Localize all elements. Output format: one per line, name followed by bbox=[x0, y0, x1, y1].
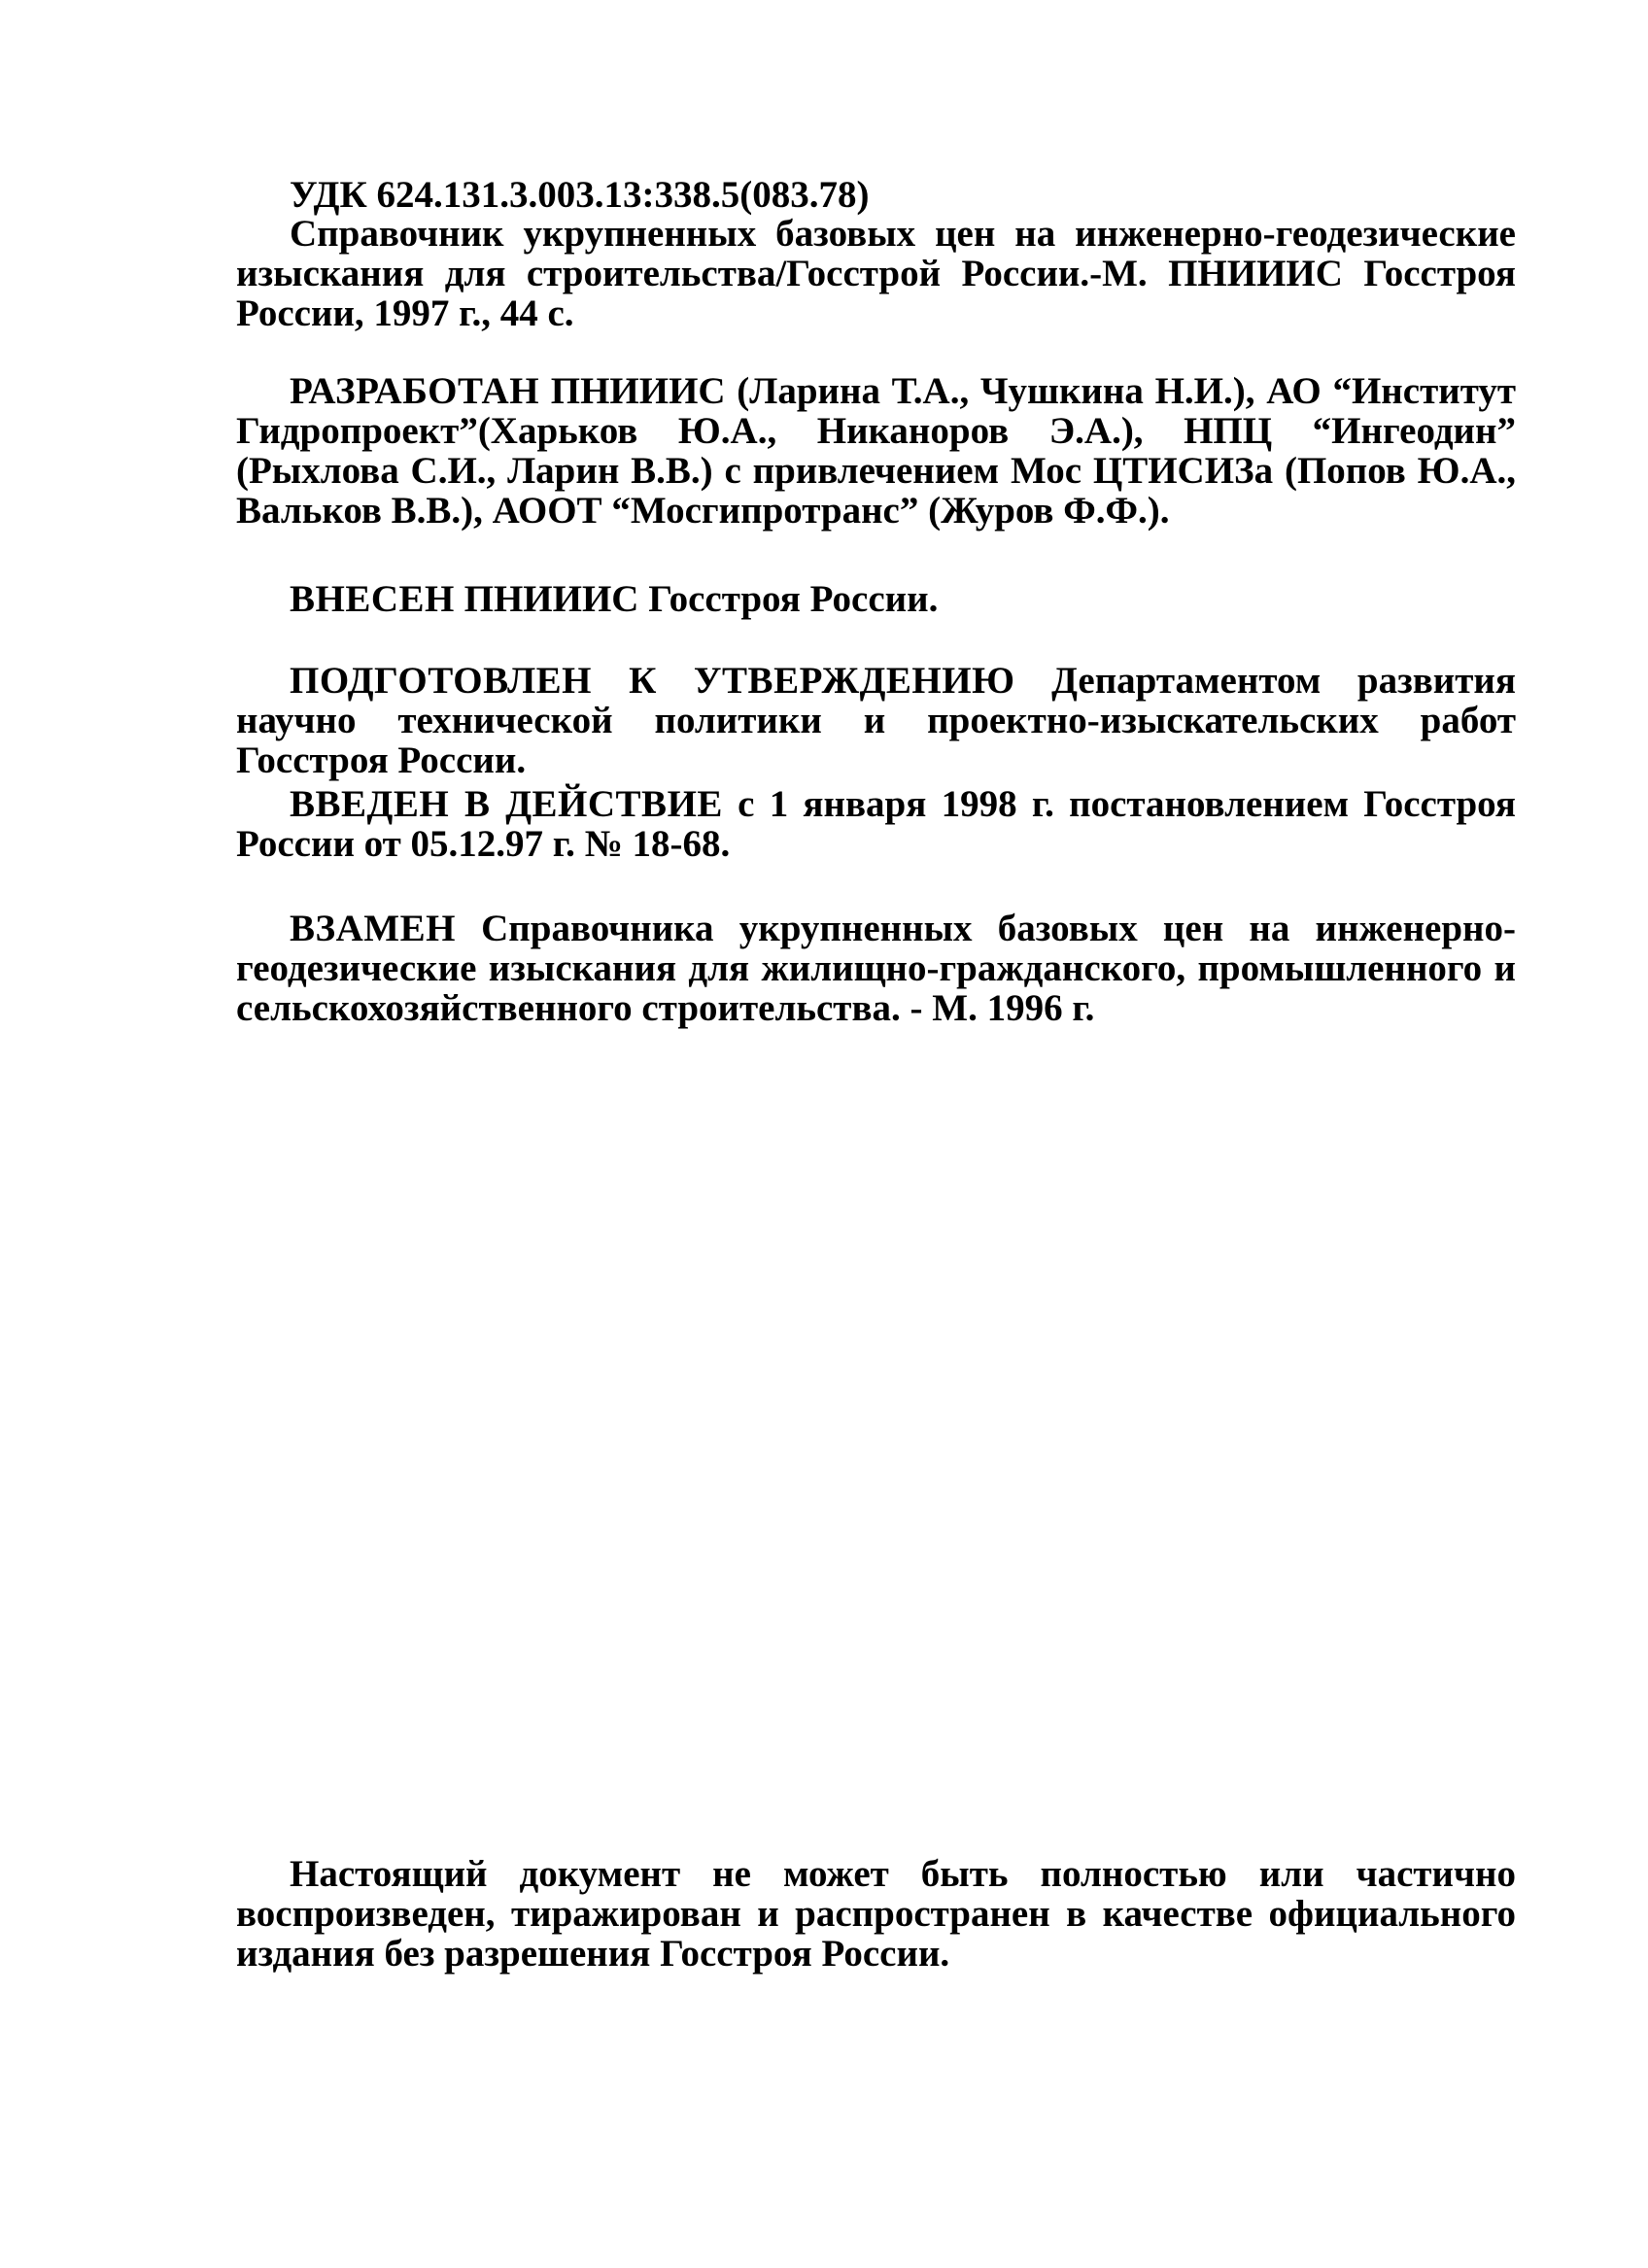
paragraph-lead: ВВЕДЕН В ДЕЙСТВИЕ bbox=[290, 783, 723, 825]
paragraph-submitted-by bbox=[236, 579, 1516, 619]
paragraph-lead: ПОДГОТОВЛЕН К УТВЕРЖДЕНИЮ bbox=[290, 660, 1015, 702]
paragraph-lead: ВЗАМЕН bbox=[290, 908, 456, 949]
paragraph-developed-by bbox=[236, 371, 1516, 531]
paragraph-text: Департаментом развития научно технической политики и проектно-изыскательских работ Госстроя России. bbox=[236, 660, 1516, 781]
udk-code: УДК 624.131.3.003.13:338.5(083.78) bbox=[290, 174, 870, 216]
paragraph-lead: РАЗРАБОТАН bbox=[290, 370, 540, 412]
paragraph-lead: ВНЕСЕН bbox=[290, 578, 455, 620]
paragraph-replaces bbox=[236, 909, 1516, 1028]
paragraph-effective-date bbox=[236, 784, 1516, 864]
bibliographic-reference bbox=[236, 214, 1516, 333]
paragraph-text: с 1 января 1998 г. постановлением Госстроя России от 05.12.97 г. № 18-68. bbox=[236, 783, 1516, 865]
paragraph-text: Справочника укрупненных базовых цен на инженерно-геодезические изыскания для жилищно-гражданского, промышленного и сельскохозяйственного строительства. - М. 1996 г. bbox=[236, 908, 1516, 1029]
copyright-notice: Настоящий документ не может быть полностью или частично воспроизведен, тиражирован и распространен в качестве официального издания без разрешения Госстроя России. bbox=[236, 1853, 1516, 1975]
paragraph-prepared-by bbox=[236, 661, 1516, 780]
paragraph-text: ПНИИИС Госстроя России. bbox=[454, 578, 939, 620]
reference-publisher: /Госстрой России.-М. ПНИИИС Госстроя России, 1997 г., 44 с. bbox=[236, 253, 1517, 334]
reference-title: Справочник укрупненных базовых цен на инженерно-геодезические изыскания для строительства bbox=[236, 213, 1516, 294]
paragraph-text: ПНИИИС (Ларина Т.А., Чушкина Н.И.), АО “Институт Гидропроект”(Харьков Ю.А., Никаноров Э.А.), НПЦ “Ингеодин” (Рыхлова С.И., Ларин В.В.) с привлечением Мос ЦТИСИЗа (Попов Ю.А., Вальков В.В.), АООТ “Мосгипротранс” (Журов Ф.Ф.). bbox=[236, 370, 1516, 532]
